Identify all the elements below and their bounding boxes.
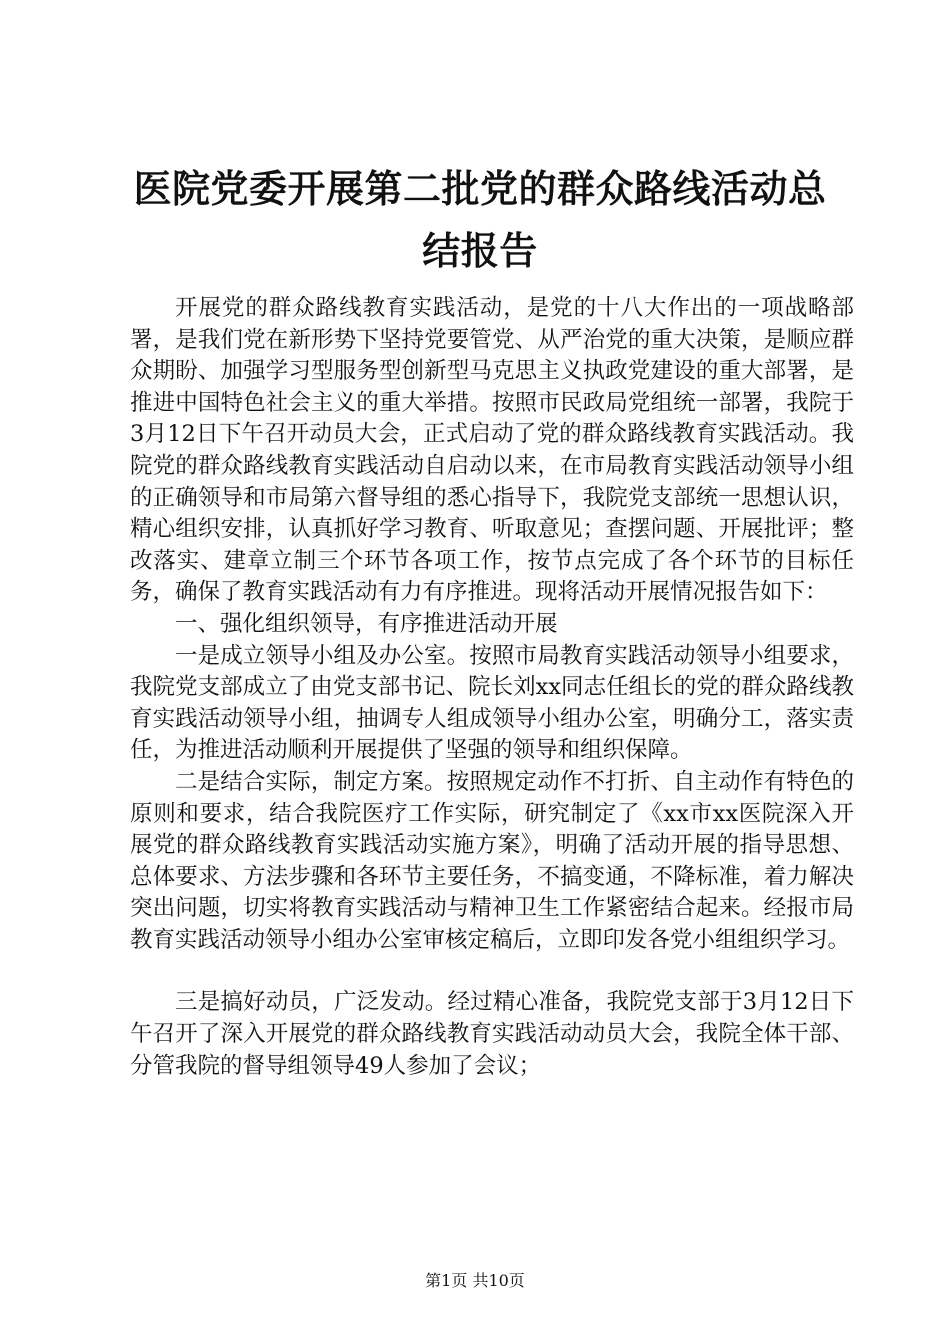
document-body [130,293,854,1082]
paragraph-point-3: 三是搞好动员，广泛发动。经过精心准备，我院党支部于3月12日下午召开了深入开展党的群众路线教育实践活动动员大会，我院全体干部、分管我院的督导组领导49人参加了会议； [130,989,854,1079]
section-heading-1: 一、强化组织领导，有序推进活动开展 [175,610,558,637]
page-number-footer: 第1页 共10页 [425,1271,525,1290]
paragraph-point-1: 一是成立领导小组及办公室。按照市局教育实践活动领导小组要求，我院党支部成立了由党支部书记、院长刘xx同志任组长的党的群众路线教育实践活动领导小组，抽调专人组成领导小组办公室，明确分工，落实责任，为推进活动顺利开展提供了坚强的领导和组织保障。 [130,642,854,764]
paragraph-point-2: 二是结合实际，制定方案。按照规定动作不打折、自主动作有特色的原则和要求，结合我院医疗工作实际，研究制定了《xx市xx医院深入开展党的群众路线教育实践活动实施方案》，明确了活动开展的指导思想、总体要求、方法步骤和各环节主要任务，不搞变通，不降标准，着力解决突出问题，切实将教育实践活动与精神卫生工作紧密结合起来。经报市局教育实践活动领导小组办公室审核定稿后，立即印发各党小组组织学习。 [130,768,854,953]
document-title: 医院党委开展第二批党的群众路线活动总结报告 [133,167,827,273]
paragraph-intro: 开展党的群众路线教育实践活动，是党的十八大作出的一项战略部署，是我们党在新形势下坚持党要管党、从严治党的重大决策，是顺应群众期盼、加强学习型服务型创新型马克思主义执政党建设的重大部署，是推进中国特色社会主义的重大举措。按照市民政局党组统一部署，我院于3月12日下午召开动员大会，正式启动了党的群众路线教育实践活动。我院党的群众路线教育实践活动自启动以来，在市局教育实践活动领导小组的正确领导和市局第六督导组的悉心指导下，我院党支部统一思想认识，精心组织安排，认真抓好学习教育、听取意见；查摆问题、开展批评；整改落实、建章立制三个环节各项工作，按节点完成了各个环节的目标任务，确保了教育实践活动有力有序推进。现将活动开展情况报告如下： [130,295,854,606]
